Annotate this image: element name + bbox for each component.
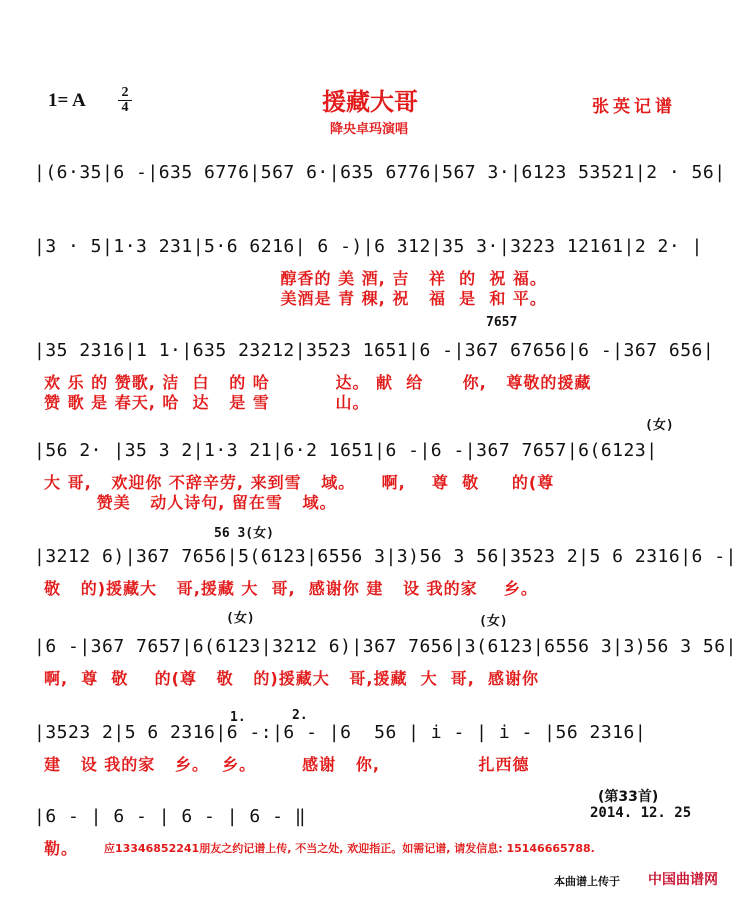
notator: 张英记谱	[592, 97, 676, 117]
song-count: (第33首)	[598, 789, 659, 805]
staff-line: |(6·35|6 -|635 6776|567 6·|635 6776|567 3·|6123 53521|2 · 56|	[34, 162, 726, 183]
site-logo: 中国曲谱网	[648, 872, 718, 888]
female-part-annotation: (女)	[645, 418, 674, 433]
female-part-annotation-2: (女)	[226, 611, 255, 626]
volta-2: 2.	[292, 708, 308, 723]
key-signature: 1= A	[48, 90, 86, 111]
lyric-line: 敬 的)援藏大 哥,援藏 大 哥, 感谢你 建 设 我的家 乡。	[44, 579, 538, 598]
lyric-line: 醇香的 美 酒, 吉 祥 的 祝 福。	[44, 269, 547, 288]
staff-line: |6 - | 6 - | 6 - | 6 - ‖	[34, 806, 307, 827]
lyric-line: 啊, 尊 敬 的(尊 敬 的)援藏大 哥,援藏 大 哥, 感谢你	[44, 669, 539, 688]
time-denominator: 4	[121, 100, 129, 115]
female-part-annotation-3: (女)	[479, 614, 508, 629]
song-title: 援藏大哥	[322, 88, 418, 116]
lyric-line: 赞美 动人诗句, 留在雪 域。	[44, 493, 337, 512]
staff-line: |3212 6)|367 7656|5(6123|6556 3|3)56 3 56|3523 2|5 6 2316|6 -|	[34, 546, 737, 567]
staff-line: |35 2316|1 1·|635 23212|3523 1651|6 -|367 67656|6 -|367 656|	[34, 340, 715, 361]
volta-1: 1.	[230, 710, 246, 725]
lyric-line: 美酒是 青 稞, 祝 福 是 和 平。	[44, 289, 547, 308]
lyric-line: 欢 乐 的 赞歌, 洁 白 的 哈 达。 献 给 你, 尊敬的援藏	[44, 373, 592, 392]
notation-note: 应13346852241朋友之约记谱上传, 不当之处, 欢迎指正。如需记谱, 请发信息: 15146665788.	[104, 842, 595, 855]
lyric-line: 赞 歌 是 春天, 哈 达 是 雪 山。	[44, 393, 370, 412]
staff-line: |3523 2|5 6 2316|6 -:|6 - |6 56 | i - | i - |56 2316|	[34, 722, 647, 743]
variant-annotation-2: 56 3(女)	[214, 526, 274, 541]
performer: 降央卓玛演唱	[330, 122, 409, 137]
date: 2014. 12. 25	[590, 805, 692, 821]
upload-credit: 本曲谱上传于	[554, 875, 620, 888]
time-signature	[118, 86, 132, 115]
lyric-line: 勒。	[44, 839, 79, 858]
variant-annotation: 7657	[486, 315, 518, 330]
staff-line: |6 -|367 7657|6(6123|3212 6)|367 7656|3(6123|6556 3|3)56 3 56|	[34, 636, 737, 657]
staff-line: |56 2· |35 3 2|1·3 21|6·2 1651|6 -|6 -|367 7657|6(6123|	[34, 440, 658, 461]
time-numerator: 2	[118, 86, 132, 101]
lyric-line: 大 哥, 欢迎你 不辞辛劳, 来到雪 域。 啊, 尊 敬 的(尊	[44, 473, 555, 492]
staff-line: |3 · 5|1·3 231|5·6 6216| 6 -)|6 312|35 3·|3223 12161|2 2· |	[34, 236, 703, 257]
lyric-line: 建 设 我的家 乡。 乡。 感谢 你, 扎西德	[44, 755, 530, 774]
